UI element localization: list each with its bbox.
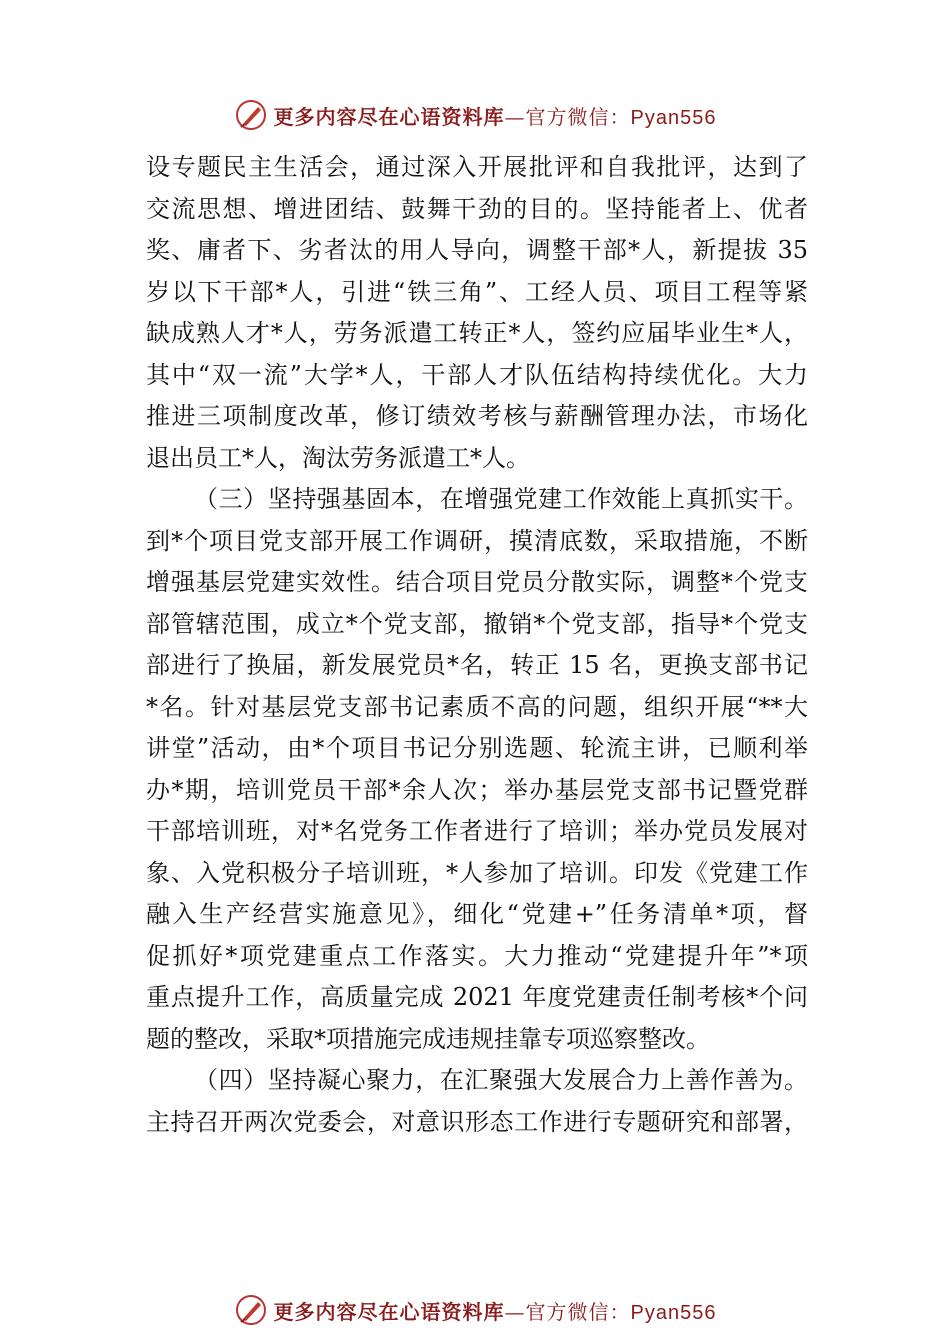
footer-banner — [0, 1290, 950, 1330]
text-line: 缺成熟人才*人，劳务派遣工转正*人，签约应届毕业生*人， — [146, 319, 808, 347]
text-line: 交流思想、增进团结、鼓舞干劲的目的。坚持能者上、优者 — [146, 194, 808, 223]
text-line: 象、入党积极分子培训班，*人参加了培训。印发《党建工作 — [146, 858, 808, 887]
text-line: 办*期，培训党员干部*余人次；举办基层党支部书记暨党群 — [146, 775, 808, 804]
banner-wechat-id: Pyan556 — [630, 106, 717, 129]
text-line: 到*个项目党支部开展工作调研，摸清底数，采取措施，不断 — [146, 526, 808, 555]
text-line: 其中“双一流”大学*人，干部人才队伍结构持续优化。大力 — [146, 360, 808, 389]
text-line: 奖、庸者下、劣者汰的用人导向，调整干部*人，新提拔 35 — [146, 236, 808, 264]
text-line: 题的整改，采取*项措施完成违规挂靠专项巡察整改。 — [146, 1024, 710, 1053]
banner-sub-text: 官方微信： — [525, 104, 631, 129]
footer-wechat-id: Pyan556 — [630, 1301, 717, 1324]
text-line: 部进行了换届，新发展党员*名，转正 15 名，更换支部书记 — [146, 651, 808, 679]
footer-dash: — — [504, 1299, 526, 1324]
text-line: 重点提升工作，高质量完成 2021 年度党建责任制考核*个问 — [146, 983, 808, 1011]
banner-dash: — — [504, 104, 526, 129]
banner-main-text: 更多内容尽在心语资料库 — [273, 104, 505, 129]
text-line: 设专题民主生活会，通过深入开展批评和自我批评，达到了 — [146, 153, 808, 181]
section-heading-4: （四）坚持凝心聚力，在汇聚强大发展合力上善作善为。 — [194, 1066, 808, 1094]
text-line: 推进三项制度改革，修订绩效考核与薪酬管理办法，市场化 — [146, 402, 808, 430]
text-line: 增强基层党建实效性。结合项目党员分散实际，调整*个党支 — [146, 568, 808, 596]
footer-main-text: 更多内容尽在心语资料库 — [273, 1299, 505, 1324]
text-line: 促抓好*项党建重点工作落实。大力推动“党建提升年”*项 — [146, 941, 808, 970]
text-line: 岁以下干部*人，引进“铁三角”、工经人员、项目工程等紧 — [146, 277, 808, 306]
text-line: 讲堂”活动，由*个项目书记分别选题、轮流主讲，已顺利举 — [146, 734, 808, 762]
text-line: 退出员工*人，淘汰劳务派遣工*人。 — [146, 443, 530, 472]
text-line: 部管辖范围，成立*个党支部，撤销*个党支部，指导*个党支 — [146, 609, 808, 638]
quill-logo-icon — [234, 1293, 268, 1327]
section-heading-3: （三）坚持强基固本，在增强党建工作效能上真抓实干。 — [194, 485, 808, 513]
quill-logo-icon — [234, 98, 268, 132]
header-banner — [0, 95, 950, 135]
text-line: 干部培训班，对*名党务工作者进行了培训；举办党员发展对 — [146, 817, 808, 845]
footer-sub-text: 官方微信： — [525, 1299, 631, 1324]
document-body — [146, 147, 808, 1143]
text-line: 融入生产经营实施意见》，细化“党建+”任务清单*项，督 — [146, 900, 808, 928]
text-line: *名。针对基层党支部书记素质不高的问题，组织开展“**大 — [146, 692, 808, 721]
text-line: 主持召开两次党委会，对意识形态工作进行专题研究和部署， — [146, 1107, 808, 1136]
